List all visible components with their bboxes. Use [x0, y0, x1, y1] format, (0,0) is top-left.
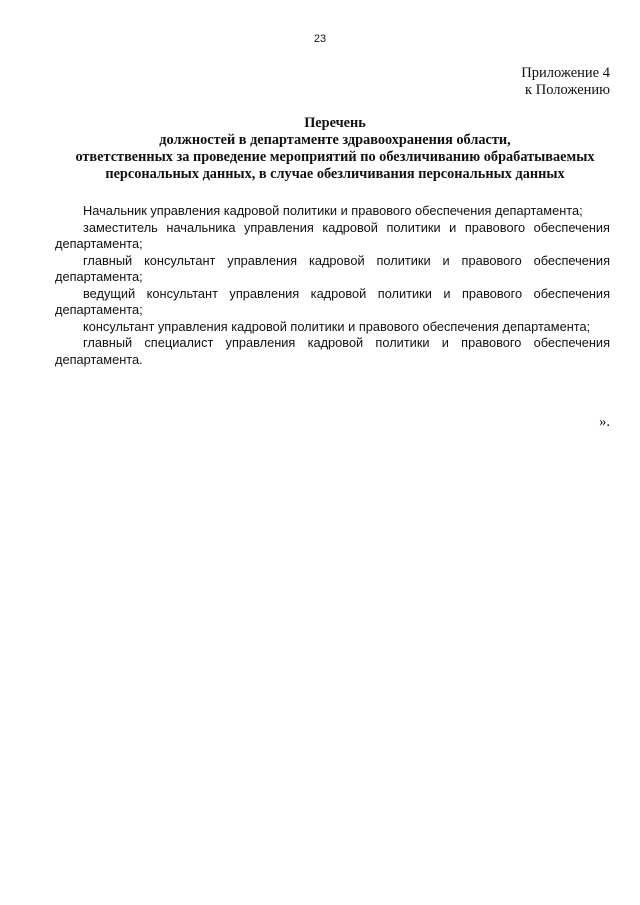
document-heading	[50, 115, 620, 183]
list-item: ведущий консультант управления кадровой политики и правового обеспечения департамента;	[55, 285, 610, 317]
list-item: Начальник управления кадровой политики и правового обеспечения департамента;	[83, 203, 583, 218]
list-item: главный специалист управления кадровой политики и правового обеспечения департамента.	[55, 335, 610, 367]
closing-quote-mark: ».	[599, 414, 610, 430]
heading-line-2: должностей в департаменте здравоохранения области,	[159, 132, 511, 148]
page-number: 23	[313, 33, 327, 45]
appendix-reference	[521, 65, 610, 99]
heading-line-3: ответственных за проведение мероприятий по обезличиванию обрабатываемых	[75, 149, 595, 165]
positions-list	[55, 203, 610, 368]
list-item: заместитель начальника управления кадровой политики и правового обеспечения департамента;	[55, 219, 610, 251]
appendix-line-2: к Положению	[525, 82, 610, 98]
heading-title: Перечень	[304, 115, 366, 131]
heading-line-4: персональных данных, в случае обезличивания персональных данных	[105, 166, 565, 182]
list-item: консультант управления кадровой политики и правового обеспечения департамента;	[83, 318, 591, 334]
list-item: главный консультант управления кадровой политики и правового обеспечения департамента;	[55, 252, 610, 284]
appendix-line-1: Приложение 4	[521, 65, 610, 81]
